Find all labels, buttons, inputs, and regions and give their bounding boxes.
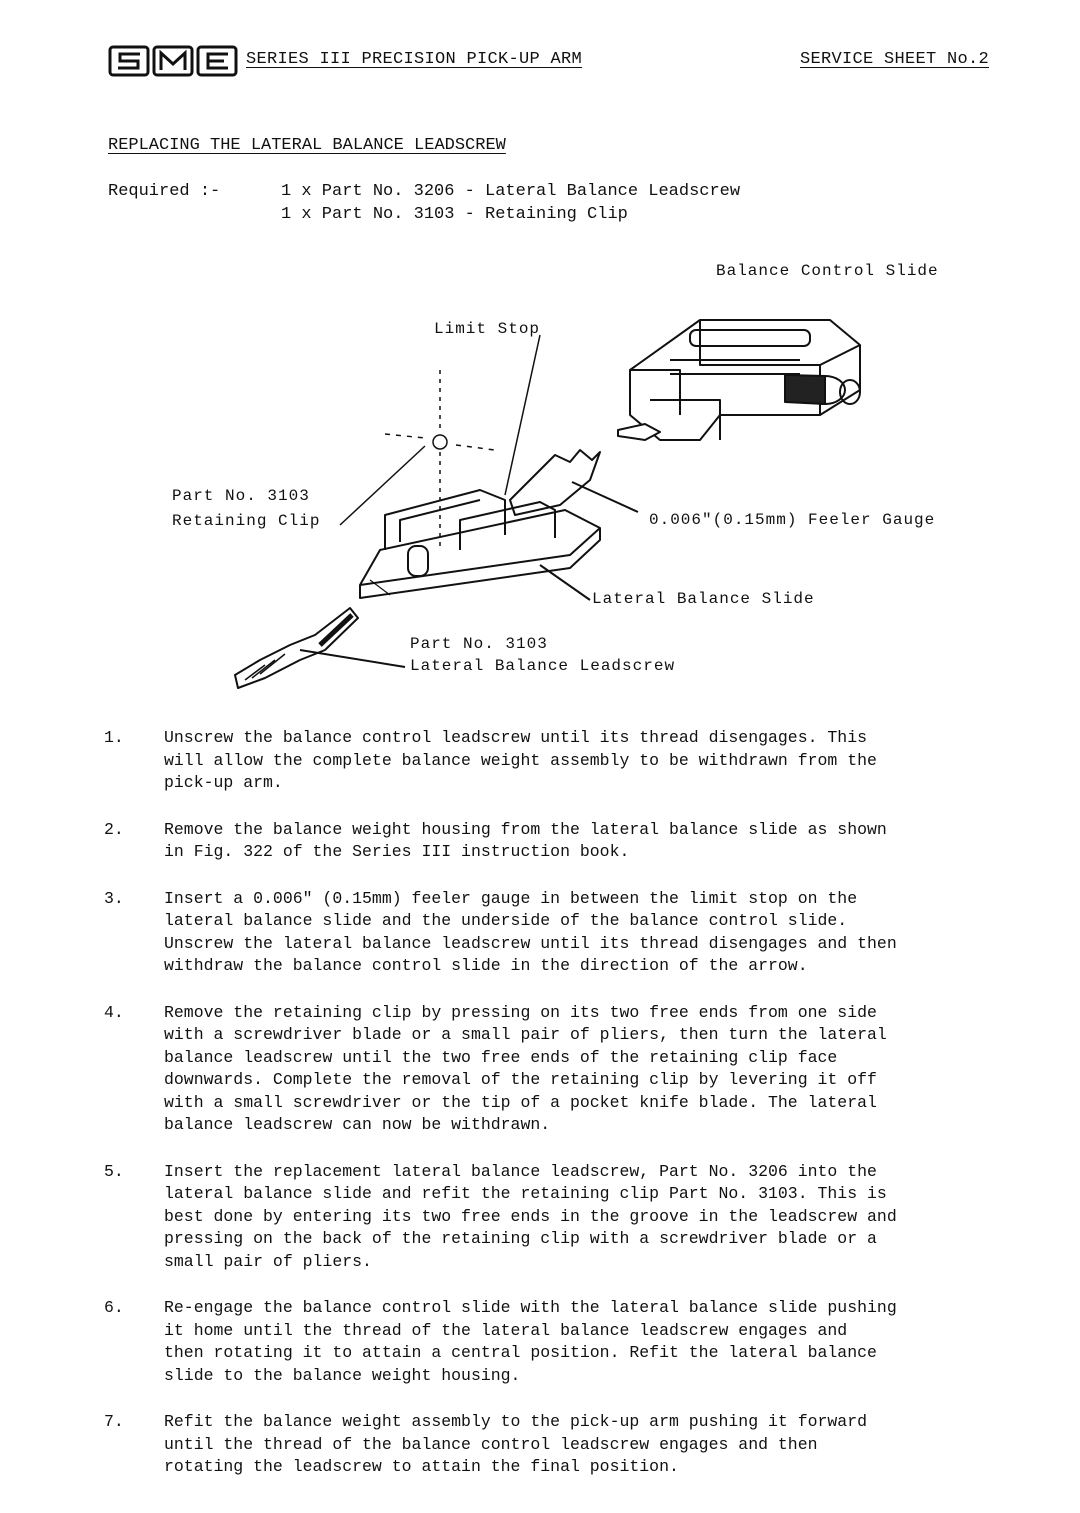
required-item: 1 x Part No. 3206 - Lateral Balance Leadscrew (281, 182, 741, 201)
label-lateral-balance-slide: Lateral Balance Slide (592, 590, 815, 608)
label-leadscrew-part: Part No. 3103 (410, 635, 548, 653)
step-number: 1. (104, 728, 124, 747)
label-leadscrew-name: Lateral Balance Leadscrew (410, 657, 676, 675)
sme-logo (108, 44, 240, 78)
step-7 (104, 1411, 1034, 1479)
section-heading: REPLACING THE LATERAL BALANCE LEADSCREW (108, 136, 506, 155)
label-balance-control-slide: Balance Control Slide (716, 262, 939, 280)
lateral-balance-slide-drawing (360, 490, 600, 600)
step-text: Re-engage the balance control slide with the lateral balance slide pushing it home until the thread of the lateral balance leadscrew engages and then rotating it to attain a central position. Refit the lateral balance slide to the balance weight housing. (164, 1298, 897, 1385)
step-number: 6. (104, 1298, 124, 1317)
required-item: 1 x Part No. 3103 - Retaining Clip (281, 205, 628, 224)
step-4 (104, 1002, 1034, 1137)
step-5 (104, 1161, 1034, 1274)
step-number: 3. (104, 888, 124, 908)
step-text: Insert a 0.006" (0.15mm) feeler gauge in between the limit stop on the lateral balance slide and the underside of the balance control slide. Unscrew the lateral balance leadscrew until its thread disengages and then withdraw the balance control slide in the direction of the arrow. (164, 888, 897, 975)
label-feeler-gauge: 0.006"(0.15mm) Feeler Gauge (649, 511, 936, 529)
procedure-steps (104, 727, 1034, 1503)
diagram-drawing (160, 250, 980, 710)
step-1 (104, 727, 1034, 795)
step-number: 5. (104, 1161, 124, 1181)
step-text: Remove the balance weight housing from the lateral balance slide as shown in Fig. 322 of the Series III instruction book. (164, 819, 887, 861)
step-number: 7. (104, 1412, 124, 1431)
sheet-number: SERVICE SHEET No.2 (800, 50, 990, 69)
step-number: 2. (104, 819, 124, 839)
label-retaining-clip-name: Retaining Clip (172, 512, 321, 530)
balance-control-slide-drawing (630, 320, 860, 440)
step-2 (104, 819, 1034, 864)
retaining-clip-drawing (340, 370, 495, 550)
required-label: Required :- (108, 182, 221, 201)
step-text: Refit the balance weight assembly to the pick-up arm pushing it forward until the thread of the balance control leadscrew engages and then rotating the leadscrew to attain the final position. (164, 1412, 868, 1476)
label-retaining-clip-part: Part No. 3103 (172, 487, 310, 505)
step-text: Remove the retaining clip by pressing on its two free ends from one side with a screwdriver blade or a small pair of pliers, then turn the lateral balance leadscrew until the two free ends of the retaining clip face downwards. Complete the removal of the retaining clip by levering it off with a small screwdriver or the tip of a pocket knife blade. The lateral balance leadscrew can now be withdrawn. (164, 1002, 887, 1134)
step-text: Insert the replacement lateral balance leadscrew, Part No. 3206 into the lateral balance slide and refit the retaining clip Part No. 3103. This is best done by entering its two free ends in the groove in the leadscrew and pressing on the back of the retaining clip with a screwdriver blade or a small pair of pliers. (164, 1161, 897, 1271)
direction-arrow (618, 424, 660, 440)
series-title: SERIES III PRECISION PICK-UP ARM (246, 50, 583, 69)
step-6 (104, 1297, 1034, 1387)
exploded-diagram (160, 250, 980, 710)
step-3 (104, 888, 1034, 978)
step-text: Unscrew the balance control leadscrew until its thread disengages. This will allow the complete balance weight assembly to be withdrawn from the pick-up arm. (164, 728, 877, 792)
step-number: 4. (104, 1002, 124, 1022)
label-limit-stop: Limit Stop (434, 320, 541, 338)
